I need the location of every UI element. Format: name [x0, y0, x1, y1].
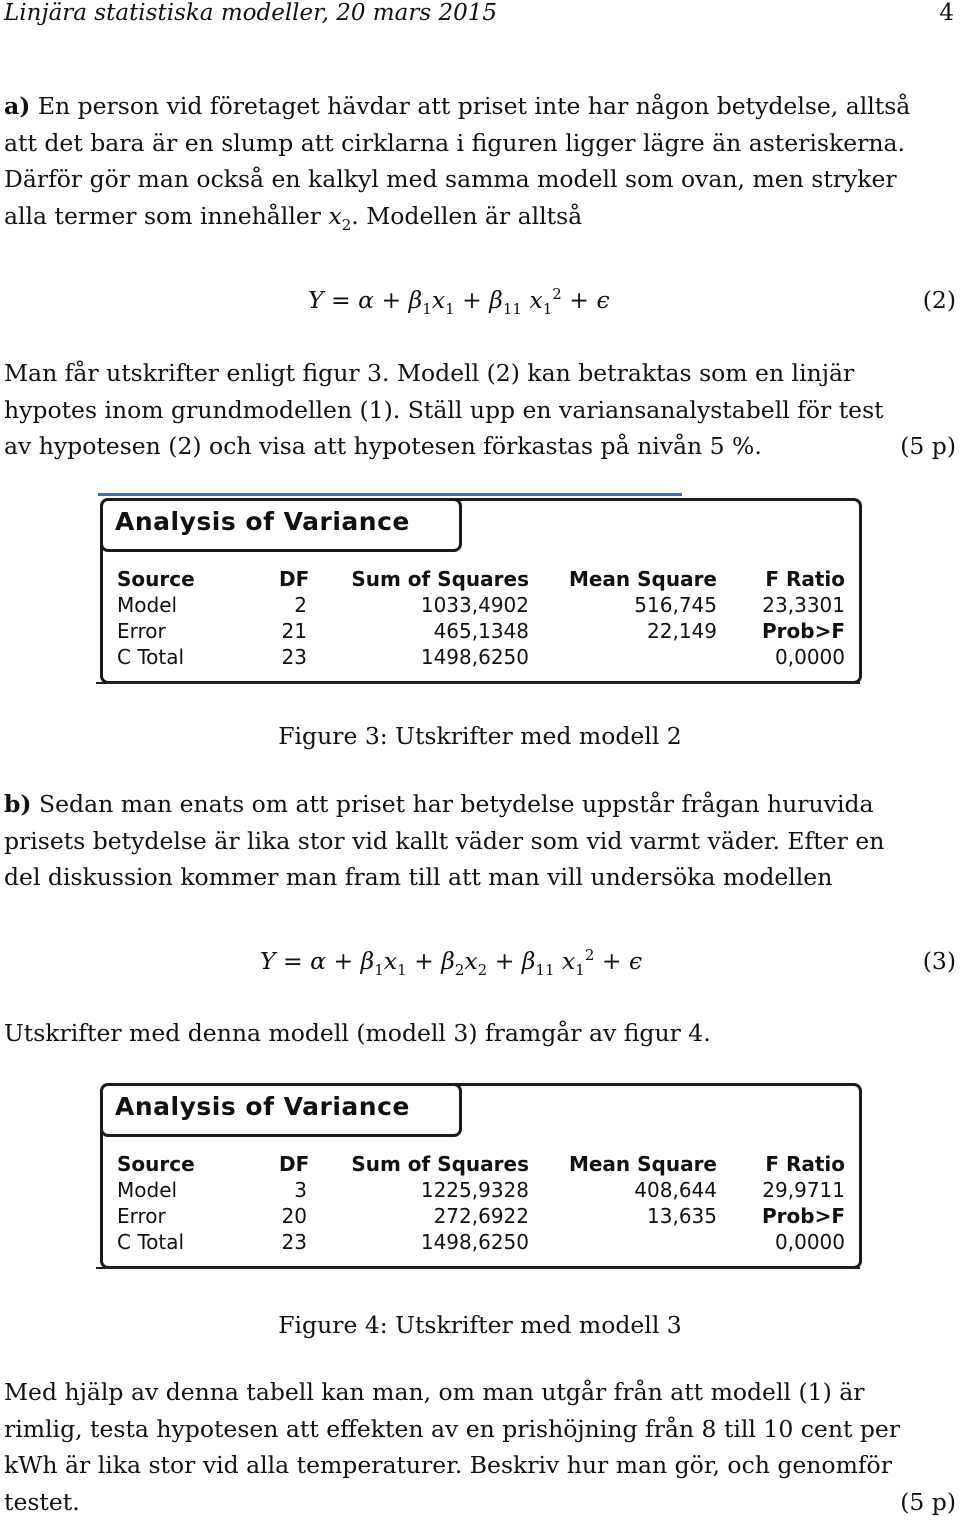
table-cell: 516,745	[634, 593, 717, 617]
text-line	[4, 1411, 956, 1448]
subscript: 2	[341, 215, 352, 234]
scan-artifact	[96, 1267, 860, 1269]
table-cell: Error	[117, 619, 166, 643]
table-cell: 23	[281, 645, 307, 669]
equation-number: (3)	[922, 947, 956, 975]
table-cell: Prob>F	[762, 619, 845, 643]
part-a-paragraph	[4, 88, 956, 237]
text-span: En person vid företaget hävdar att priset inte har någon betydelse, alltså	[37, 92, 911, 120]
text-line	[4, 392, 956, 429]
text-line	[4, 1484, 956, 1521]
scan-artifact	[98, 493, 682, 496]
text-line	[4, 428, 956, 465]
header-df: DF	[279, 1152, 310, 1176]
table-cell: 1033,4902	[420, 593, 529, 617]
part-b-paragraph	[4, 786, 956, 896]
header-mean-square: Mean Square	[568, 1152, 717, 1176]
header-sum-of-squares: Sum of Squares	[351, 567, 529, 591]
table-cell: Model	[117, 1178, 178, 1202]
text-line	[4, 1015, 956, 1052]
text-span: Man får utskrifter enligt figur 3. Modell (2) kan betraktas som en linjär	[4, 359, 855, 387]
text-line	[4, 125, 956, 162]
table-cell: 465,1348	[433, 619, 529, 643]
anova-header-row	[117, 567, 845, 593]
table-cell: 22,149	[647, 619, 717, 643]
table-cell: 1498,6250	[420, 1230, 529, 1254]
table-cell: 21	[281, 619, 307, 643]
table-cell: 408,644	[634, 1178, 717, 1202]
figure-3-caption: Figure 3: Utskrifter med modell 2	[278, 722, 682, 750]
header-title: Linjära statistiska modeller, 20 mars 2015	[4, 0, 497, 26]
points-label: (5 p)	[900, 432, 956, 460]
anova-title-box	[100, 1083, 462, 1137]
text-span: prisets betydelse är lika stor vid kallt väder som vid varmt väder. Efter en	[4, 826, 885, 855]
table-cell: 0,0000	[775, 1230, 845, 1254]
anova-table-figure-4	[100, 1083, 862, 1269]
equation-2	[4, 286, 956, 322]
figure-4-caption: Figure 4: Utskrifter med modell 3	[278, 1311, 682, 1339]
table-cell: C Total	[117, 1230, 185, 1254]
table-cell: 1498,6250	[420, 645, 529, 669]
text-span: del diskussion kommer man fram till att man vill undersöka modellen	[4, 863, 833, 891]
table-cell: 1225,9328	[420, 1178, 529, 1202]
table-cell: 23	[281, 1230, 307, 1254]
after-eq3-paragraph	[4, 1015, 956, 1052]
scan-artifact	[96, 682, 860, 684]
after-eq2-paragraph	[4, 355, 956, 465]
text-span: hypotes inom grundmodellen (1). Ställ upp en variansanalystabell för test	[4, 395, 884, 424]
table-cell: 3	[294, 1178, 307, 1202]
anova-title-box	[100, 498, 462, 552]
text-line	[4, 198, 956, 238]
text-span: . Modellen är alltså	[351, 201, 583, 230]
table-cell: 2	[294, 593, 307, 617]
table-cell: Prob>F	[762, 1204, 845, 1228]
header-f-ratio: F Ratio	[765, 567, 845, 591]
page-number: 4	[939, 0, 954, 26]
table-cell: 23,3301	[762, 593, 845, 617]
anova-title: Analysis of Variance	[115, 507, 410, 536]
table-cell: 13,635	[647, 1204, 717, 1228]
equation-3	[4, 947, 956, 983]
final-paragraph	[4, 1374, 956, 1520]
page-header	[4, 0, 954, 30]
table-row	[117, 1230, 845, 1256]
text-line	[4, 786, 956, 823]
text-span: alla termer som innehåller	[4, 201, 321, 230]
text-line	[4, 161, 956, 198]
table-cell: Model	[117, 593, 178, 617]
header-df: DF	[279, 567, 310, 591]
text-line	[4, 859, 956, 896]
equation-number: (2)	[922, 286, 956, 314]
header-f-ratio: F Ratio	[765, 1152, 845, 1176]
table-row	[117, 619, 845, 645]
text-span: Utskrifter med denna modell (modell 3) framgår av figur 4.	[4, 1019, 711, 1047]
math-variable: x	[328, 201, 342, 230]
header-mean-square: Mean Square	[568, 567, 717, 591]
text-span: kWh är lika stor vid alla temperaturer. Beskriv hur man gör, och genomför	[4, 1451, 892, 1479]
header-sum-of-squares: Sum of Squares	[351, 1152, 529, 1176]
text-span: testet.	[4, 1487, 80, 1516]
text-line	[4, 88, 956, 125]
anova-table-figure-3	[100, 498, 862, 684]
table-cell: Error	[117, 1204, 166, 1228]
table-cell: 272,6922	[433, 1204, 529, 1228]
points-label: (5 p)	[900, 1487, 956, 1516]
part-label: a)	[4, 92, 31, 120]
text-line	[4, 1447, 956, 1484]
anova-grid	[117, 567, 845, 671]
header-source: Source	[117, 1152, 195, 1176]
text-line	[4, 355, 956, 392]
text-span: att det bara är en slump att cirklarna i figuren ligger lägre än asteriskerna.	[4, 128, 905, 157]
equation-formula: $Y = \alpha + \beta_1x_1 + \beta_{11}$ $x_1^2 + \epsilon$	[308, 285, 610, 318]
table-row	[117, 1204, 845, 1230]
text-line	[4, 1374, 956, 1411]
table-cell: 20	[281, 1204, 307, 1228]
table-row	[117, 1178, 845, 1204]
table-row	[117, 645, 845, 671]
text-span: av hypotesen (2) och visa att hypotesen förkastas på nivån 5 %.	[4, 432, 762, 460]
text-span: Sedan man enats om att priset har betydelse uppstår frågan huruvida	[39, 790, 874, 818]
text-line	[4, 823, 956, 860]
anova-grid	[117, 1152, 845, 1256]
anova-title: Analysis of Variance	[115, 1092, 410, 1121]
table-row	[117, 593, 845, 619]
table-cell: 29,9711	[762, 1178, 845, 1202]
text-span: Därför gör man också en kalkyl med samma modell som ovan, men stryker	[4, 165, 897, 193]
table-cell: C Total	[117, 645, 185, 669]
part-label: b)	[4, 790, 32, 818]
table-cell: 0,0000	[775, 645, 845, 669]
equation-formula: $Y = \alpha + \beta_1x_1 + \beta_2x_2 + \beta_{11}$ $x_1^2 + \epsilon$	[260, 946, 643, 979]
header-source: Source	[117, 567, 195, 591]
anova-header-row	[117, 1152, 845, 1178]
text-span: Med hjälp av denna tabell kan man, om man utgår från att modell (1) är	[4, 1378, 865, 1406]
text-span: rimlig, testa hypotesen att effekten av en prishöjning från 8 till 10 cent per	[4, 1414, 901, 1443]
